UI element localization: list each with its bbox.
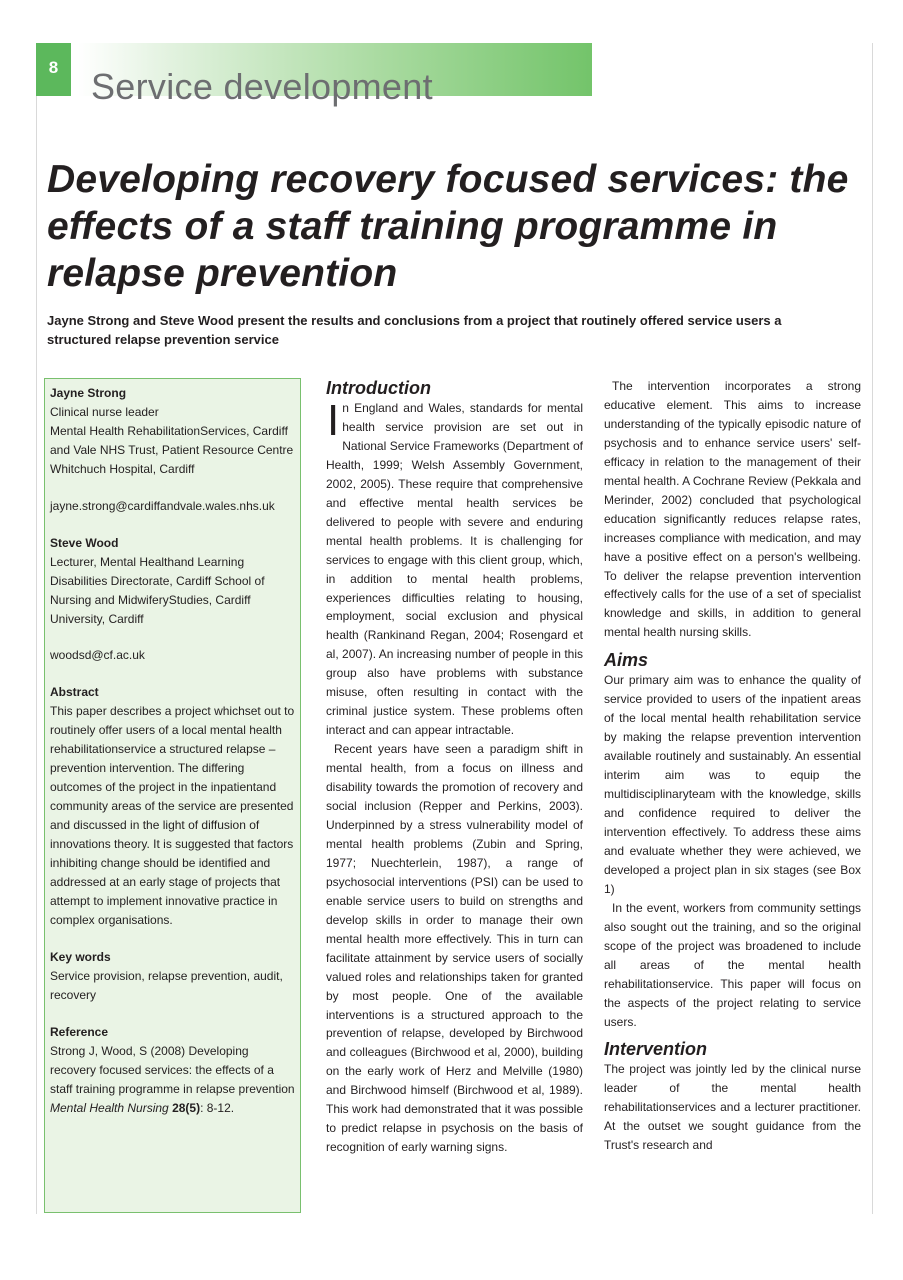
article-title: Developing recovery focused services: the effects of a staff training programme in relapse prevention [47,158,849,295]
body-column-right [604,377,861,1155]
reference-journal: Mental Health Nursing [50,1100,169,1115]
right-page-rule [872,43,873,1214]
reference-heading: Reference [50,1024,109,1039]
author-email-2 [50,646,296,665]
keywords-block [50,948,296,1005]
author-role: Clinical nurse leader [50,404,159,419]
page-number: 8 [36,43,71,96]
reference-pages: : 8-12. [200,1100,235,1115]
introduction-paragraph-2: Recent years have seen a paradigm shift in mental health, from a focus on illness and disability towards the promotion of recovery and social inclusion (Repper and Perkins, 2003). Underpinned by a stress vulnerability model of mental health problems (Zubin and Spring, 1977; Nuechterlein, 1987), a range of psychosocial interventions (PSI) can be used to enable service users to build on strengths and develop skills in order to manage their own mental health more effectively. This in turn can facilitate attainment by service users of socially valued roles and relationships taken for granted by most people. One of the available interventions is a structured approach to the prevention of relapse, developed by Birchwood and colleagues (Birchwood et al, 2000), building on the early work of Herz and Melville (1980) and Birchwood himself (Birchwood et al, 1989). This work had demonstrated that it was possible to predict relapse in psychosis on the basis of recognition of early warning signs. [326,742,583,1155]
author-role: Lecturer, Mental Healthand Learning [50,554,245,569]
author-info-box [44,378,301,1213]
introduction-paragraph-1 [326,396,583,740]
introduction-paragraph-1-text: n England and Wales, standards for mental health service provision are set out in National Service Frameworks (Department of Health, 1999; Welsh Assembly Government, 2002, 2005). These require that comprehensive and effective mental health services be delivered to people with severe and enduring mental health problems. It is challenging for services to engage with this client group, which, in addition to mental health problems, experiences difficulties relating to housing, employment, social exclusion and physical health (Rankinand Regan, 2004; Rosengard et al, 2007). An increasing number of people in this group also have problems with substance misuse, often resulting in contact with the criminal justice system. These problems often interact and can appear intractable. [326,401,583,738]
author-email: woodsd@cf.ac.uk [50,648,145,663]
author-name: Steve Wood [50,535,119,550]
author-affiliation: Whitchuch Hospital, Cardiff [50,461,195,476]
keywords-text: Service provision, relapse prevention, audit, recovery [50,968,283,1002]
drop-cap: I [327,396,340,445]
article-standfirst: Jayne Strong and Steve Wood present the results and conclusions from a project that routinely offered service users a structured relapse prevention service [47,313,782,347]
abstract-text: This paper describes a project whichset out to routinely offer users of a local mental health rehabilitationservice a structured relapse – prevention intervention. The differing outcomes of the project in the inpatientand community areas of the service are presented and discussed in the light of diffusion of innovations theory. It is suggested that factors inhibiting change should be identified and addressed at an early stage of projects that attempt to implement innovative practice in complex organisations. [50,704,295,927]
body-column-middle [326,377,583,1157]
author-block-2 [50,534,296,629]
introduction-paragraph-3: The intervention incorporates a strong educative element. This aims to increase understanding of the typically episodic nature of psychosis and to enhance service users' self-efficacy in relation to the management of their mental health. A Cochrane Review (Pekkala and Merinder, 2002) concluded that psychological education significantly reduces relapse rates, increases compliance with medication, and may have a positive effect on a person's wellbeing. To deliver the relapse prevention intervention effectively calls for the use of a set of specialist knowledge and skills, in addition to general mental health nursing skills. [604,379,861,640]
reference-citation [50,1042,296,1118]
aims-heading: Aims [604,650,649,671]
author-affiliation: Nursing and MidwiferyStudies, Cardiff [50,592,251,607]
intervention-heading: Intervention [604,1039,708,1060]
author-name: Jayne Strong [50,386,127,400]
reference-volume: 28(5) [172,1100,201,1115]
aims-paragraph-2: In the event, workers from community settings also sought out the training, and so the original scope of the project was broadened to include all areas of the mental health rehabilitationservice. This paper will focus on the aspects of the project relating to service users. [604,900,861,1029]
keywords-heading: Key words [50,949,111,964]
section-title: Service development [91,66,433,107]
author-email-1 [50,497,296,516]
author-email: jayne.strong@cardiffandvale.wales.nhs.uk [50,498,275,513]
abstract-heading: Abstract [50,685,99,700]
abstract-block [50,683,296,929]
intervention-paragraph-1: The project was jointly led by the clinical nurse leader of the mental health rehabilitationservices and a lecturer practitioner. At the outset we sought guidance from the Trust's research and [604,1062,861,1153]
author-affiliation: Mental Health RehabilitationServices, Cardiff [50,423,288,438]
author-affiliation: University, Cardiff [50,611,144,626]
reference-block [50,1023,296,1118]
author-block-1 [50,384,296,479]
author-affiliation: Disabilities Directorate, Cardiff School of [50,573,265,588]
left-page-rule [36,43,37,1214]
author-affiliation: and Vale NHS Trust, Patient Resource Centre [50,442,294,457]
introduction-heading: Introduction [326,378,431,398]
reference-text: Strong J, Wood, S (2008) Developing recovery focused services: the effects of a staff training programme in relapse prevention [50,1043,295,1096]
aims-paragraph-1: Our primary aim was to enhance the quality of service provided to users of the inpatient areas of the local mental health rehabilitation service by making the relapse prevention intervention available routinely and sustainably. An essential interim aim was to equip the multidisciplinaryteam with the knowledge, skills and confidence required to deliver the intervention effectively. To address these aims and evaluate whether they were achieved, we developed a project plan in six stages (see Box 1) [604,673,861,896]
